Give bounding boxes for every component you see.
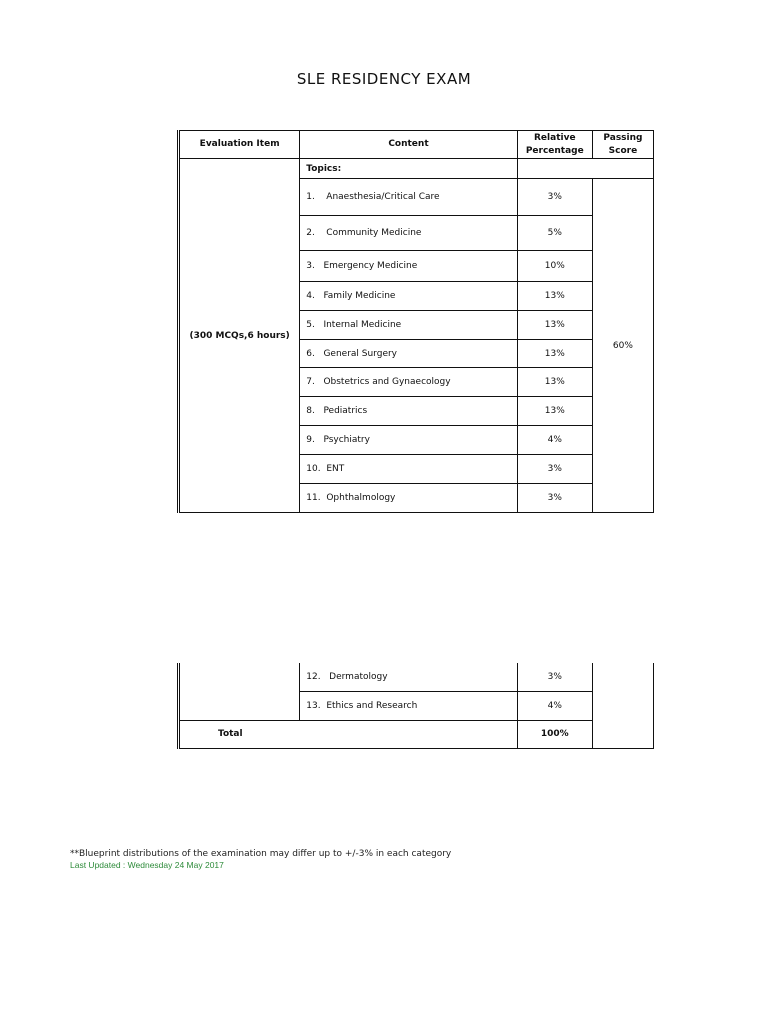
topic-number: 12. bbox=[306, 671, 321, 682]
topic-cell bbox=[300, 282, 517, 311]
total-label: Total bbox=[179, 720, 518, 748]
topic-cell bbox=[300, 311, 517, 340]
topic-name: Family Medicine bbox=[323, 291, 396, 301]
topic-name: Ethics and Research bbox=[326, 700, 418, 711]
topic-cell bbox=[300, 691, 517, 720]
topic-number: 9. bbox=[306, 435, 315, 445]
topic-name: ENT bbox=[326, 464, 345, 474]
topic-percentage: 13% bbox=[517, 282, 592, 311]
topic-cell bbox=[300, 340, 517, 368]
topic-cell bbox=[300, 216, 517, 251]
header-evaluation-item: Evaluation Item bbox=[179, 131, 300, 159]
topic-number: 6. bbox=[306, 348, 315, 359]
header-passing-line2: Score bbox=[608, 145, 638, 156]
evaluation-item-continued bbox=[179, 663, 300, 720]
topic-number: 5. bbox=[306, 320, 315, 330]
passing-score-continued bbox=[592, 663, 653, 748]
topic-number: 11. bbox=[306, 493, 321, 503]
topic-number: 4. bbox=[306, 291, 315, 301]
topic-percentage: 3% bbox=[517, 179, 592, 216]
topic-percentage: 3% bbox=[517, 455, 592, 484]
topic-percentage: 13% bbox=[517, 340, 592, 368]
total-value: 100% bbox=[517, 720, 592, 748]
topic-percentage: 4% bbox=[517, 426, 592, 455]
topic-percentage: 3% bbox=[517, 663, 592, 691]
topic-percentage: 3% bbox=[517, 484, 592, 513]
topic-cell bbox=[300, 426, 517, 455]
evaluation-item-cell: (300 MCQs,6 hours) bbox=[179, 159, 300, 513]
topic-percentage: 10% bbox=[517, 251, 592, 282]
last-updated: Last Updated : Wednesday 24 May 2017 bbox=[70, 860, 224, 870]
footnote: **Blueprint distributions of the examination may differ up to +/-3% in each category bbox=[70, 849, 452, 859]
topic-name: Community Medicine bbox=[326, 228, 422, 238]
topic-name: Emergency Medicine bbox=[323, 261, 418, 271]
header-content: Content bbox=[300, 131, 517, 159]
topic-name: Ophthalmology bbox=[326, 493, 396, 503]
header-relative-line1: Relative bbox=[534, 132, 576, 143]
topic-name: Internal Medicine bbox=[323, 320, 402, 330]
topic-number: 3. bbox=[306, 261, 315, 271]
topics-spacer bbox=[517, 159, 653, 179]
topic-percentage: 13% bbox=[517, 368, 592, 397]
total-row bbox=[179, 720, 654, 748]
topic-name: Pediatrics bbox=[323, 406, 368, 416]
topic-number: 1. bbox=[306, 192, 315, 202]
topic-percentage: 5% bbox=[517, 216, 592, 251]
topic-cell bbox=[300, 179, 517, 216]
topic-percentage: 13% bbox=[517, 311, 592, 340]
topic-number: 13. bbox=[306, 700, 321, 711]
page-title: SLE RESIDENCY EXAM bbox=[296, 70, 472, 88]
topic-name: Dermatology bbox=[329, 671, 388, 682]
topic-name: Anaesthesia/Critical Care bbox=[326, 192, 440, 202]
topic-cell bbox=[300, 368, 517, 397]
header-passing-line1: Passing bbox=[603, 132, 643, 143]
topic-name: Psychiatry bbox=[323, 435, 370, 445]
topic-name: General Surgery bbox=[323, 348, 398, 359]
header-relative-percentage bbox=[517, 131, 592, 159]
topic-percentage: 13% bbox=[517, 397, 592, 426]
topic-number: 7. bbox=[306, 377, 315, 387]
topic-cell bbox=[300, 397, 517, 426]
exam-blueprint-table bbox=[177, 130, 654, 513]
topic-number: 8. bbox=[306, 406, 315, 416]
header-passing-score bbox=[592, 131, 653, 159]
topic-cell bbox=[300, 484, 517, 513]
topic-cell bbox=[300, 663, 517, 691]
topic-cell bbox=[300, 251, 517, 282]
topic-number: 2. bbox=[306, 228, 315, 238]
topic-number: 10. bbox=[306, 464, 321, 474]
passing-score-cell: 60% bbox=[592, 179, 653, 513]
topic-cell bbox=[300, 455, 517, 484]
topic-name: Obstetrics and Gynaecology bbox=[323, 377, 451, 387]
table-row bbox=[179, 663, 654, 691]
header-relative-line2: Percentage bbox=[525, 145, 584, 156]
topics-label: Topics: bbox=[300, 159, 517, 179]
exam-blueprint-table-continued bbox=[177, 663, 654, 749]
topic-percentage: 4% bbox=[517, 691, 592, 720]
